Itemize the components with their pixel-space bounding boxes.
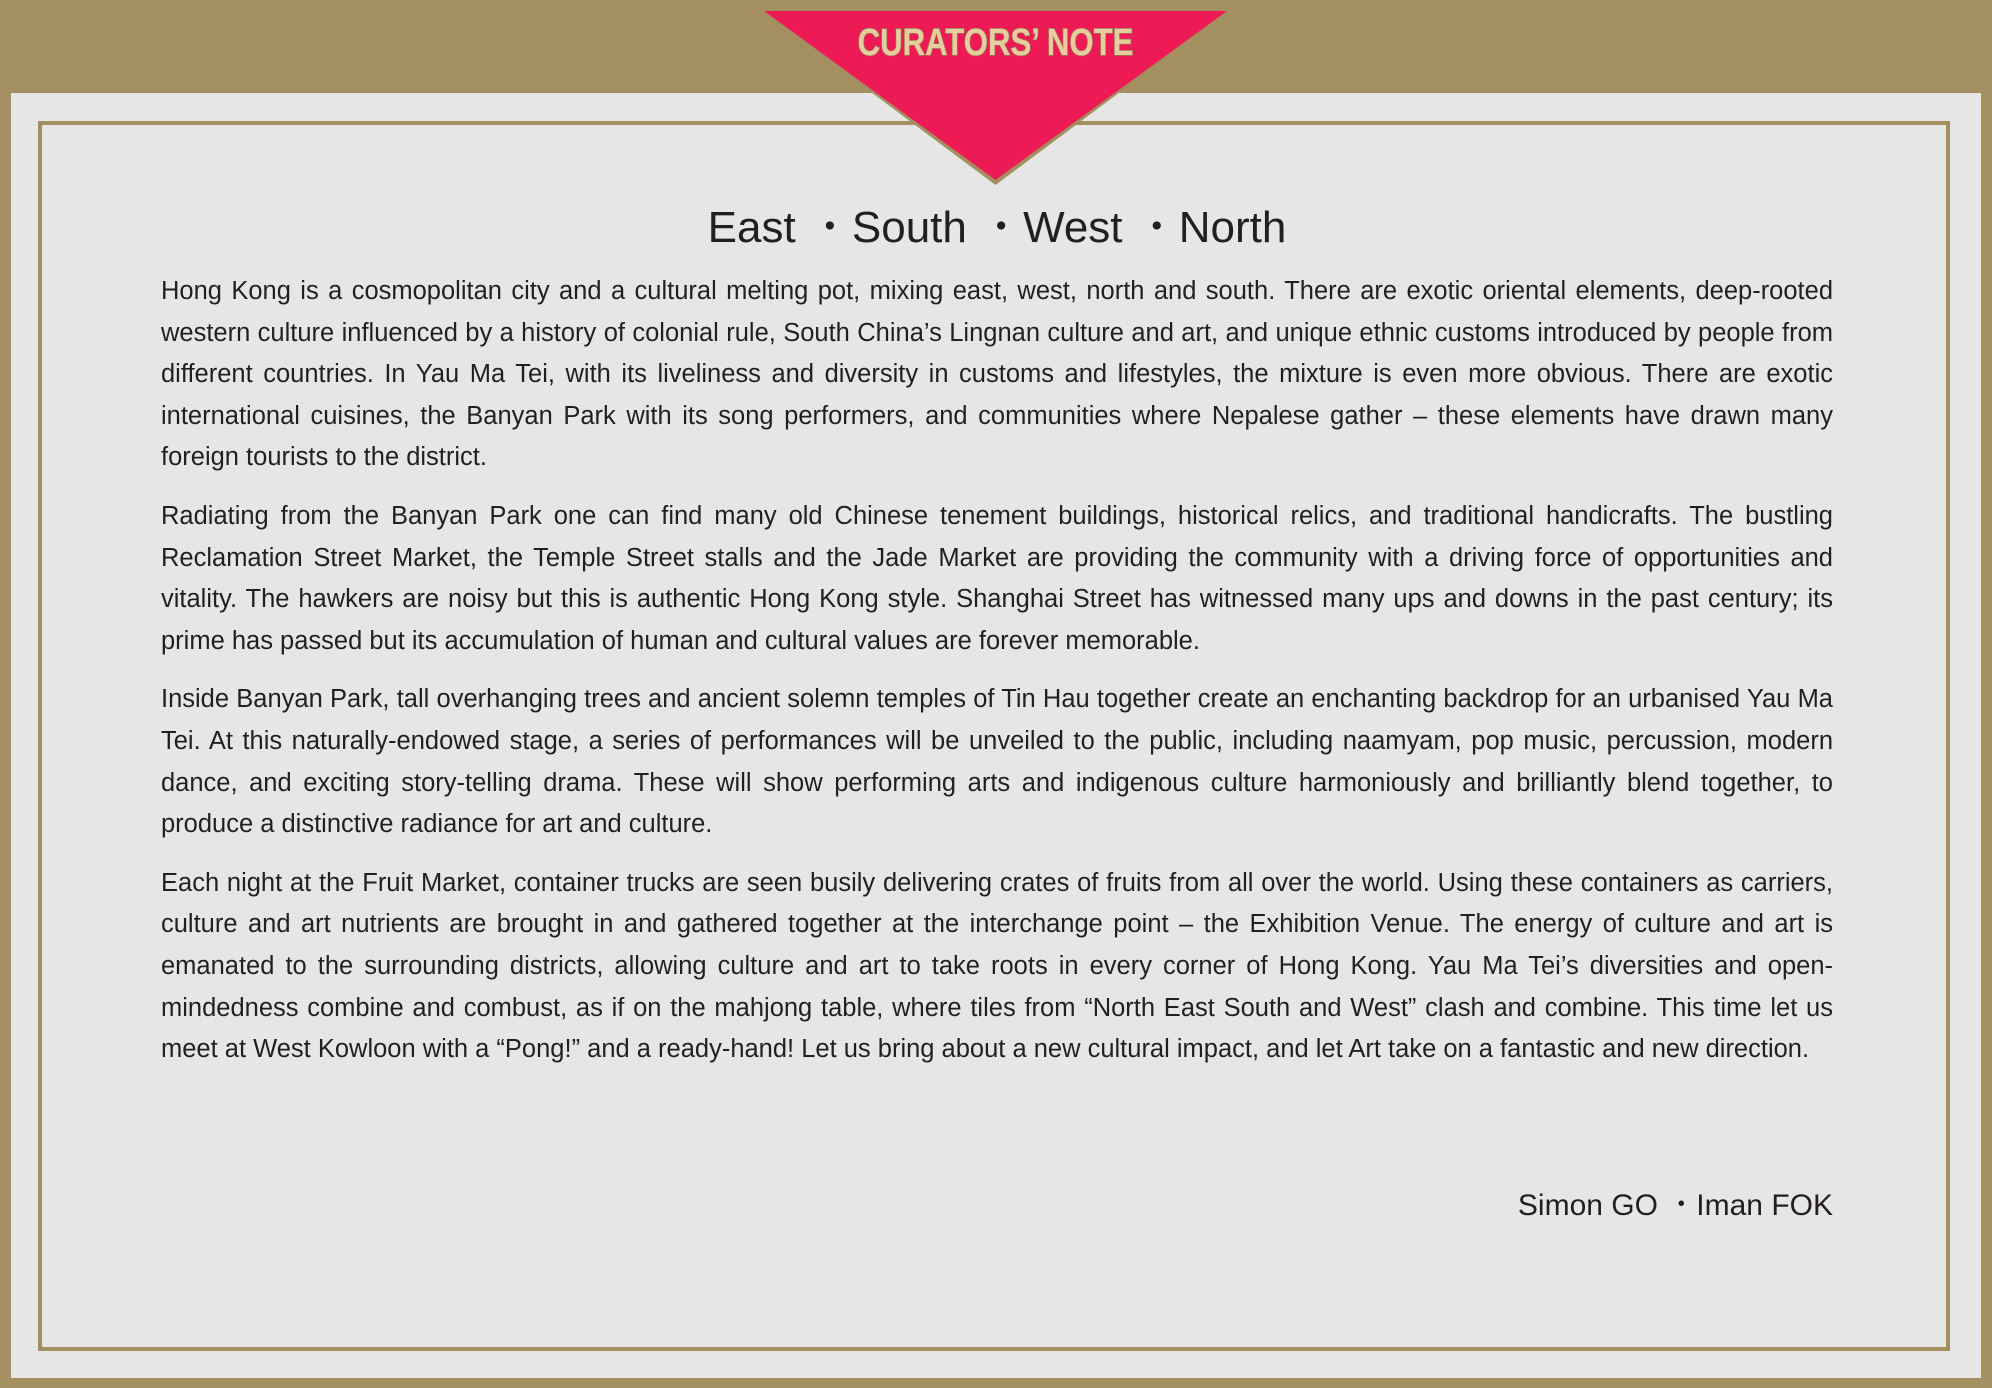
paragraph: Each night at the Fruit Market, container trucks are seen busily delivering crates of fruits from all over the world. Using these containers as carriers, culture and art nutrients are brought in and gathered together at the interchange point – the Exhibition Venue. The energy of culture and art is emanated to the surrounding districts, allowing culture and art to take roots in every corner of Hong Kong. Yau Ma Tei’s diversities and open-mindedness combine and combust, as if on the mahjong table, where tiles from “North East South and West” clash and combine. This time let us meet at West Kowloon with a “Pong!” and a ready-hand! Let us bring about a new cultural impact, and let Art take on a fantastic and new direction. <box>161 868 1833 1064</box>
banner-label: CURATORS’ NOTE <box>857 22 1134 64</box>
page-title: East ・South ・West ・North <box>707 203 1287 252</box>
paragraph: Radiating from the Banyan Park one can find many old Chinese tenement buildings, historical relics, and traditional handicrafts. The bustling Reclamation Street Market, the Temple Street stalls and the Jade Market are providing the community with a driving force of opportunities and vitality. The hawkers are noisy but this is authentic Hong Kong style. Shanghai Street has witnessed many ups and downs in the past century; its prime has passed but its accumulation of human and cultural values are forever memorable. <box>161 501 1833 655</box>
note-body <box>161 271 1833 1088</box>
paragraph: Inside Banyan Park, tall overhanging trees and ancient solemn temples of Tin Hau together create an enchanting backdrop for an urbanised Yau Ma Tei. At this naturally-endowed stage, a series of performances will be unveiled to the public, including naamyam, pop music, percussion, modern dance, and exciting story-telling drama. These will show performing arts and indigenous culture harmoniously and brilliantly blend together, to produce a distinctive radiance for art and culture. <box>161 685 1833 839</box>
paragraph: Hong Kong is a cosmopolitan city and a cultural melting pot, mixing east, west, north and south. There are exotic oriental elements, deep-rooted western culture influenced by a history of colonial rule, South China’s Lingnan culture and art, and unique ethnic customs introduced by people from different countries. In Yau Ma Tei, with its liveliness and diversity in customs and lifestyles, the mixture is even more obvious. There are exotic international cuisines, the Banyan Park with its song performers, and communities where Nepalese gather – these elements have drawn many foreign tourists to the district. <box>161 277 1833 472</box>
signature: Simon GO ・Iman FOK <box>1517 1189 1833 1222</box>
